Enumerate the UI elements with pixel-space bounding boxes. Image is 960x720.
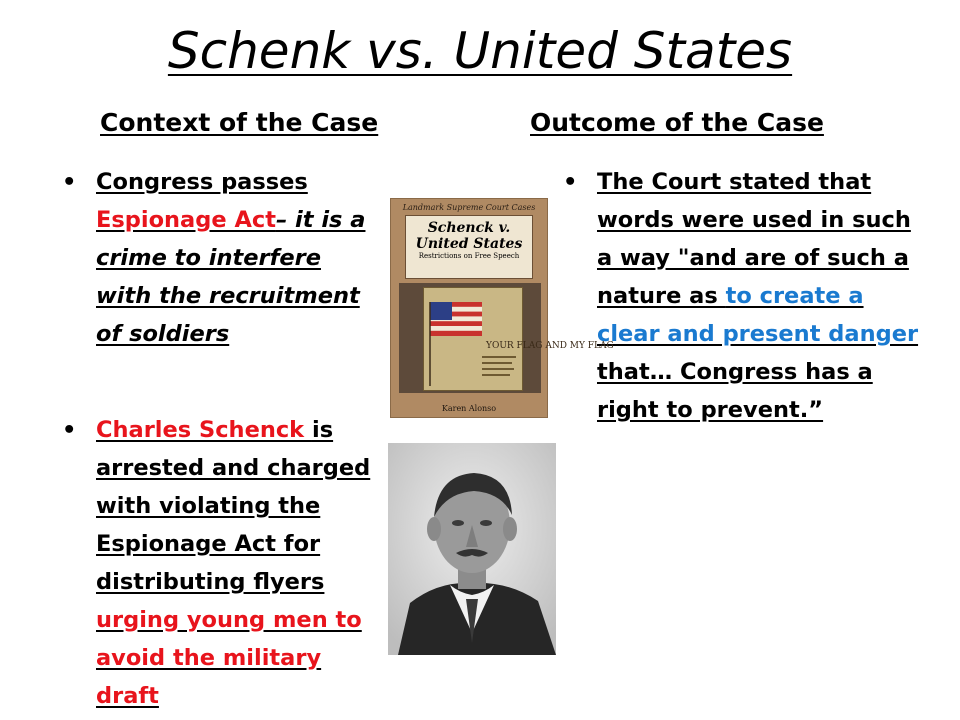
left-bullet-2-text: Charles Schenck is arrested and charged with violating the Espionage Act for distributing flyers urging young men to avoid the military draft xyxy=(96,417,371,709)
bullet-dot: • xyxy=(62,169,77,195)
left-bullet-2 xyxy=(62,411,380,715)
left-column-heading: Context of the Case xyxy=(100,108,379,137)
sheet-music-image xyxy=(423,287,614,391)
bullet-dot: • xyxy=(563,169,578,195)
left-bullet-1-text: Congress passes Espionage Act– it is a crime to interfere with the recruitment of soldiers xyxy=(96,169,366,347)
bullet-dot: • xyxy=(62,417,77,443)
right-bullet-1 xyxy=(563,163,933,429)
book-title-box xyxy=(405,215,533,279)
portrait-photo-icon xyxy=(388,443,556,655)
schenck-portrait-image xyxy=(388,443,556,655)
book-title-line2: United States xyxy=(415,236,523,252)
slide-title: Schenk vs. United States xyxy=(167,22,793,80)
right-bullet-1-text: The Court stated that words were used in such a way "and are of such a nature as to create a clear and present danger that… Congress has a right to prevent.” xyxy=(597,169,919,423)
svg-text:YOUR FLAG AND MY FLAG: YOUR FLAG AND MY FLAG xyxy=(486,341,614,351)
book-subtitle: Restrictions on Free Speech xyxy=(418,252,520,260)
book-series: Landmark Supreme Court Cases xyxy=(402,203,536,212)
book-title-line1: Schenck v. xyxy=(427,220,511,236)
book-cover-image xyxy=(390,198,614,418)
book-author: Karen Alonso xyxy=(441,404,497,413)
left-bullet-1 xyxy=(62,163,380,353)
flag-icon xyxy=(424,288,614,390)
right-column-heading: Outcome of the Case xyxy=(530,108,824,137)
